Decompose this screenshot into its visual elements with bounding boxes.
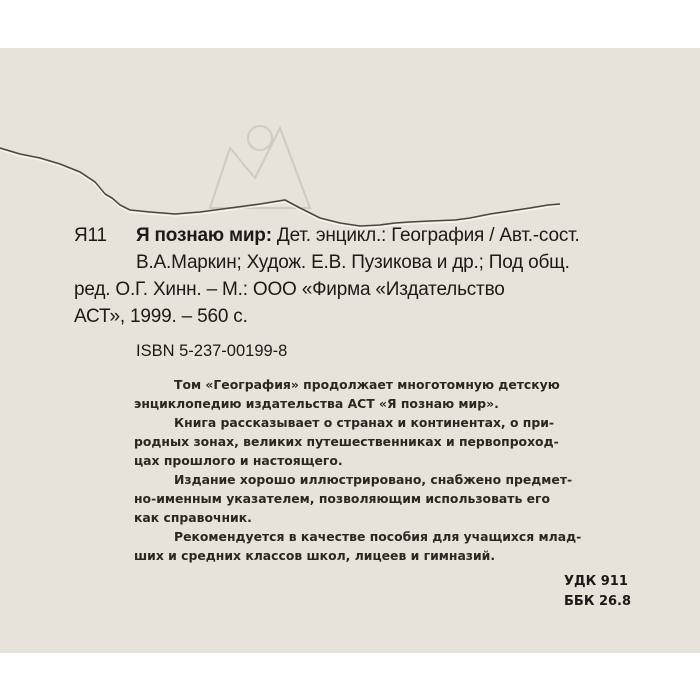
classification-codes bbox=[564, 572, 631, 612]
annotation-line: ших и средних классов школ, лицеев и гимназий. bbox=[134, 548, 496, 563]
annotation-line: энциклопедию издательства АСТ «Я познаю мир». bbox=[134, 396, 499, 411]
book-title: Я познаю мир: bbox=[136, 225, 272, 246]
annotation-line: цах прошлого и настоящего. bbox=[134, 453, 343, 468]
annotation-line: Книга рассказывает о странах и континентах, о при- bbox=[174, 415, 555, 430]
bib-line-1 bbox=[74, 222, 674, 249]
bib-line-1-rest: Дет. энцикл.: География / Авт.-сост. bbox=[271, 225, 580, 246]
annotation-line: Том «География» продолжает многотомную детскую bbox=[174, 377, 560, 392]
annotation-line: Издание хорошо иллюстрировано, снабжено предмет- bbox=[174, 472, 573, 487]
bibliographic-record bbox=[74, 222, 674, 330]
annotation-line: родных зонах, великих путешественниках и первопроход- bbox=[134, 434, 559, 449]
bib-line-2: В.А.Маркин; Худож. Е.В. Пузикова и др.; Под общ. bbox=[136, 252, 570, 273]
udk-code: УДК 911 bbox=[564, 574, 628, 589]
bbk-code: ББК 26.8 bbox=[564, 594, 632, 609]
annotation-line: как справочник. bbox=[134, 510, 252, 525]
annotation-line: но-именным указателем, позволяющим использовать его bbox=[134, 491, 550, 506]
bib-line-4: АСТ», 1999. – 560 с. bbox=[74, 306, 248, 327]
annotation-line: Рекомендуется в качестве пособия для учащихся млад- bbox=[174, 529, 582, 544]
book-page bbox=[0, 48, 700, 653]
isbn-number: ISBN 5-237-00199-8 bbox=[136, 342, 288, 360]
classification-code: Я11 bbox=[74, 225, 107, 246]
bib-line-3: ред. О.Г. Хинн. – М.: ООО «Фирма «Издательство bbox=[74, 279, 505, 300]
annotation-text bbox=[134, 375, 654, 565]
